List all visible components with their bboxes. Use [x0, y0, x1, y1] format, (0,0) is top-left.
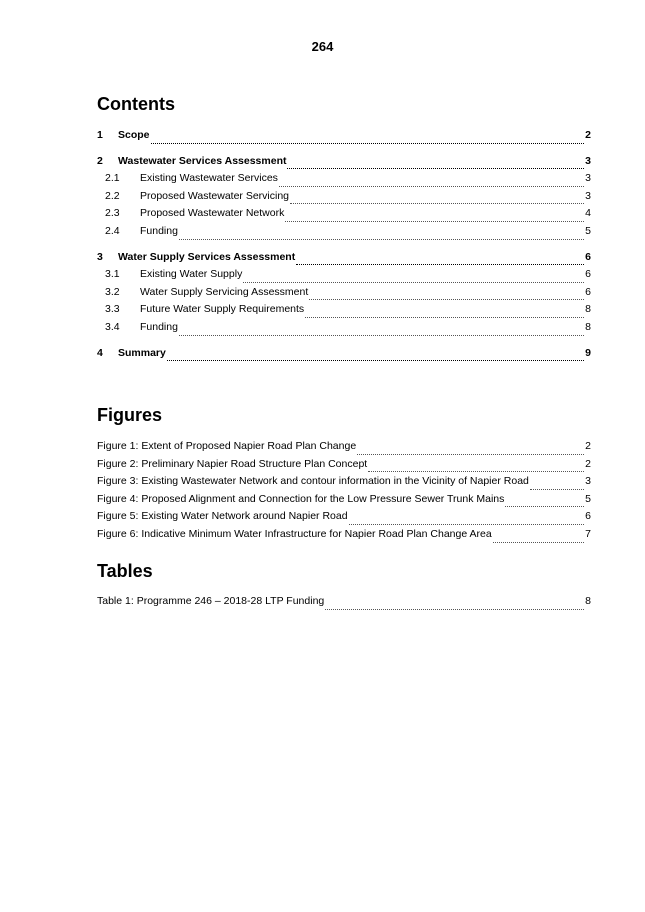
toc-title: Summary — [118, 346, 166, 359]
toc-leader-dots — [309, 299, 584, 300]
toc-page-number: 2 — [585, 129, 591, 141]
toc-page-number: 8 — [585, 595, 591, 607]
toc-title: Wastewater Services Assessment — [118, 154, 287, 167]
figure-list-entry[interactable] — [97, 528, 591, 546]
tables-heading: Tables — [97, 561, 153, 581]
toc-number: 1 — [97, 129, 103, 141]
toc-number: 2.2 — [105, 189, 120, 202]
figure-list-entry[interactable] — [97, 510, 591, 528]
tables-list — [97, 595, 591, 613]
toc-title: Water Supply Servicing Assessment — [140, 285, 309, 298]
toc-number: 2.1 — [105, 172, 120, 185]
toc-page-number: 6 — [585, 250, 591, 263]
toc-page-number: 3 — [585, 189, 591, 202]
toc-title: Future Water Supply Requirements — [140, 303, 305, 316]
toc-title: Existing Wastewater Services — [140, 172, 278, 185]
toc-leader-dots — [167, 360, 584, 361]
toc-leader-dots — [493, 542, 584, 543]
page-number: 264 — [311, 39, 334, 54]
toc-leader-dots — [349, 524, 585, 525]
toc-subsection-entry[interactable] — [97, 268, 591, 286]
toc-page-number: 3 — [585, 475, 591, 488]
toc-number: 3.3 — [105, 303, 120, 316]
toc-leader-dots — [290, 203, 584, 204]
figure-list-entry[interactable] — [97, 458, 591, 476]
toc-number: 2 — [97, 154, 103, 167]
toc-page-number: 5 — [585, 492, 591, 505]
toc-page-number: 8 — [585, 303, 591, 316]
toc-number: 4 — [97, 346, 103, 359]
toc-page-number: 5 — [585, 224, 591, 237]
toc-title: Proposed Wastewater Network — [140, 207, 285, 220]
toc-leader-dots — [505, 506, 584, 507]
figure-list-entry[interactable] — [97, 493, 591, 511]
toc-title: Water Supply Services Assessment — [118, 250, 296, 263]
toc-leader-dots — [179, 239, 584, 240]
toc-title: Figure 3: Existing Wastewater Network and contour information in the Vicinity of Napier Road — [97, 475, 529, 488]
figure-list-entry[interactable] — [97, 440, 591, 458]
table-list-entry[interactable] — [97, 595, 591, 613]
toc-subsection-entry[interactable] — [97, 207, 591, 225]
toc-page-number: 7 — [585, 527, 591, 540]
contents-list — [97, 129, 591, 364]
toc-subsection-entry[interactable] — [97, 286, 591, 304]
toc-number: 3 — [97, 250, 103, 263]
toc-leader-dots — [279, 186, 584, 187]
toc-leader-dots — [287, 168, 584, 169]
toc-subsection-entry[interactable] — [97, 321, 591, 339]
toc-leader-dots — [305, 317, 584, 318]
toc-title: Figure 2: Preliminary Napier Road Structure Plan Concept — [97, 457, 368, 470]
toc-number: 3.2 — [105, 285, 120, 298]
toc-leader-dots — [151, 143, 585, 144]
toc-leader-dots — [296, 264, 584, 265]
contents-heading: Contents — [97, 94, 175, 114]
toc-leader-dots — [243, 282, 584, 283]
toc-section-entry[interactable] — [97, 155, 591, 173]
toc-leader-dots — [530, 489, 584, 490]
toc-page-number: 9 — [585, 346, 591, 359]
toc-page-number: 6 — [585, 510, 591, 523]
toc-subsection-entry[interactable] — [97, 225, 591, 243]
toc-page-number: 4 — [585, 207, 591, 220]
toc-page-number: 8 — [585, 320, 591, 333]
toc-leader-dots — [325, 609, 584, 610]
toc-title: Funding — [140, 224, 178, 237]
toc-leader-dots — [357, 454, 584, 455]
toc-page-number: 3 — [585, 172, 591, 185]
toc-leader-dots — [179, 335, 584, 336]
toc-title: Existing Water Supply — [140, 268, 243, 281]
toc-subsection-entry[interactable] — [97, 172, 591, 190]
toc-title: Scope — [118, 129, 150, 141]
toc-number: 2.3 — [105, 207, 120, 220]
toc-page-number: 3 — [585, 154, 591, 167]
toc-subsection-entry[interactable] — [97, 190, 591, 208]
toc-number: 3.4 — [105, 320, 120, 333]
toc-title: Figure 4: Proposed Alignment and Connection for the Low Pressure Sewer Trunk Mains — [97, 492, 505, 505]
toc-page-number: 6 — [585, 285, 591, 298]
figures-heading: Figures — [97, 405, 163, 425]
toc-page-number: 2 — [585, 440, 591, 452]
toc-title: Figure 5: Existing Water Network around Napier Road — [97, 510, 348, 523]
toc-number: 3.1 — [105, 268, 120, 281]
toc-section-entry[interactable] — [97, 347, 591, 365]
toc-section-entry[interactable] — [97, 129, 591, 147]
toc-leader-dots — [368, 471, 584, 472]
toc-number: 2.4 — [105, 224, 120, 237]
toc-title: Proposed Wastewater Servicing — [140, 189, 290, 202]
toc-title: Figure 6: Indicative Minimum Water Infrastructure for Napier Road Plan Change Area — [97, 527, 492, 540]
toc-page-number: 2 — [585, 457, 591, 470]
figures-list — [97, 440, 591, 546]
toc-title: Figure 1: Extent of Proposed Napier Road Plan Change — [97, 440, 357, 452]
toc-leader-dots — [285, 221, 584, 222]
toc-page-number: 6 — [585, 268, 591, 281]
toc-subsection-entry[interactable] — [97, 303, 591, 321]
toc-section-entry[interactable] — [97, 251, 591, 269]
figure-list-entry[interactable] — [97, 475, 591, 493]
toc-title: Table 1: Programme 246 – 2018-28 LTP Funding — [97, 595, 325, 607]
toc-title: Funding — [140, 320, 178, 333]
